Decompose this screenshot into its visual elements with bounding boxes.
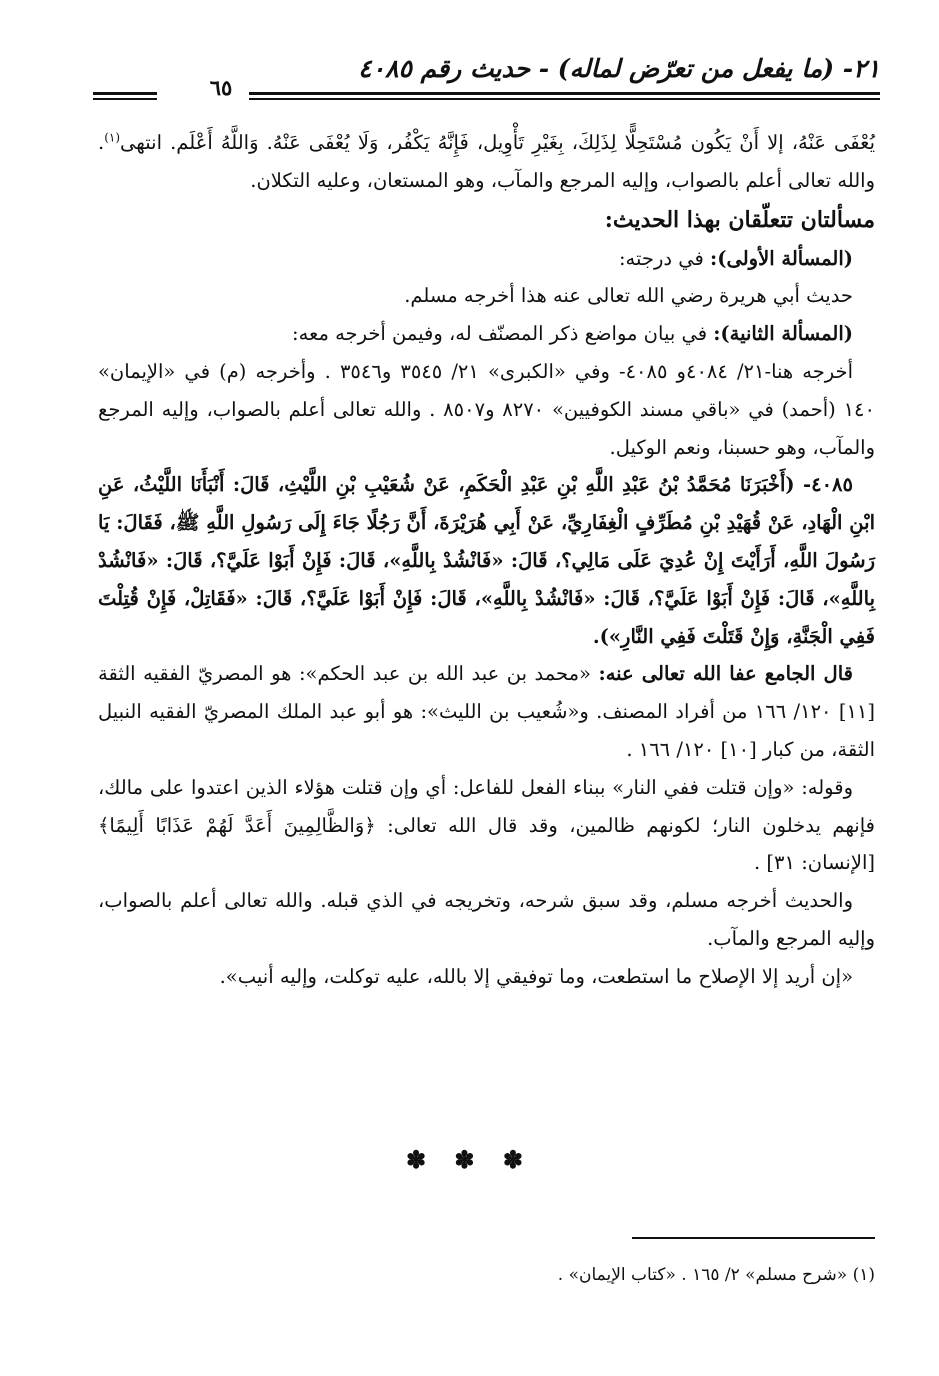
header-rule <box>93 92 157 95</box>
issue-one-text: في درجته: <box>618 246 704 270</box>
chapter-title: ٢١- (ما يفعل من تعرّض لماله) - حديث رقم ٤٠٨٥ <box>358 54 880 83</box>
closing-paragraph: «إن أريد إلا الإصلاح ما استطعت، وما توفيقي إلا بالله، عليه توكلت، وإليه أنيب». <box>219 964 853 988</box>
issue-two-label: (المسألة الثانية): <box>713 322 853 346</box>
footnote-rule <box>632 1237 875 1239</box>
header-rule <box>249 98 880 100</box>
issue-two-text: في بيان مواضع ذكر المصنّف له، وفيمن أخرجه معه: <box>292 322 708 346</box>
qawluhu-paragraph: وقوله: «وإن قتلت ففي النار» ببناء الفعل للفاعل: أي وإن قتلت هؤلاء الذين اعتدوا على مالك، فإنهم يدخلون النار؛ لكونهم ظالمين، وقد قال الله تعالى: ﴿وَالظَّالِمِينَ أَعَدَّ لَهُمْ عَذَابًا أَلِيمًا﴾ [الإنسان: ٣١] . <box>98 775 875 875</box>
paragraph-commentary-end <box>98 124 875 200</box>
main-text <box>98 124 875 996</box>
hadith-text: ٤٠٨٥- (أَخْبَرَنَا مُحَمَّدُ بْنُ عَبْدِ اللَّهِ بْنِ عَبْدِ الْحَكَمِ، عَنْ شُعَيْبِ بْنِ اللَّيْثِ، قَالَ: أَنْبَأَنَا اللَّيْثُ، عَنِ ابْنِ الْهَادِ، عَنْ قُهَيْدِ بْنِ مُطَرِّفٍ الْغِفَارِيِّ، عَنْ أَبِي هُرَيْرَةَ، أَنَّ رَجُلًا جَاءَ إِلَى رَسُولِ اللَّهِ ﷺ، فَقَالَ: يَا رَسُولَ اللَّهِ، أَرَأَيْتَ إِنْ عُدِيَ عَلَى مَالِي؟، قَالَ: «فَانْشُدْ بِاللَّهِ»، قَالَ: فَإِنْ أَبَوْا عَلَيَّ؟، قَالَ: «فَانْشُدْ بِاللَّهِ»، قَالَ: فَإِنْ أَبَوْا عَلَيَّ؟، قَالَ: «فَانْشُدْ بِاللَّهِ»، قَالَ: فَإِنْ أَبَوْا عَلَيَّ؟، قَالَ: «فَقَاتِلْ، فَإِنْ قُتِلْتَ فَفِي الْجَنَّةِ، وَإِنْ قَتَلْتَ فَفِي النَّارِ»). <box>98 473 875 648</box>
section-heading: مسألتان تتعلّقان بهذا الحديث: <box>604 206 875 233</box>
issue-two <box>98 315 875 353</box>
paragraph-text: . والله تعالى أعلم بالصواب، وإليه المرجع والمآب، وهو المستعان، وعليه التكلان. <box>98 131 875 192</box>
issue-two-body: أخرجه هنا-٢١/ ٤٠٨٤و ٤٠٨٥- وفي «الكبرى» ٢١/ ٣٥٤٥ و٣٥٤٦ . وأخرجه (م) في «الإيمان» ١٤٠ (أحمد) في «باقي مسند الكوفيين» ٨٢٧٠ و٨٥٠٧ . والله تعالى أعلم بالصواب، وإليه المرجع والمآب، وهو حسبنا، ونعم الوكيل. <box>98 359 875 459</box>
running-header <box>93 46 880 108</box>
page-number: ٦٥ <box>209 75 233 100</box>
jami-comment <box>98 655 875 768</box>
asterisk-separator: ✽ ✽ ✽ <box>405 1145 534 1174</box>
header-rule <box>249 92 880 95</box>
footnote-marker[interactable]: (١) <box>104 130 121 145</box>
issue-one-body: حديث أبي هريرة رضي الله تعالى عنه هذا أخرجه مسلم. <box>404 284 853 308</box>
issue-one <box>98 240 875 278</box>
issue-one-label: (المسألة الأولى): <box>710 246 853 270</box>
header-rule <box>93 98 157 100</box>
jami-label: قال الجامع عفا الله تعالى عنه: <box>598 662 853 686</box>
hadith-note-paragraph: والحديث أخرجه مسلم، وقد سبق شرحه، وتخريجه في الذي قبله. والله تعالى أعلم بالصواب، وإليه المرجع والمآب. <box>98 889 875 950</box>
footnote: (١) «شرح مسلم» ٢/ ١٦٥ . «كتاب الإيمان» . <box>557 1265 875 1285</box>
paragraph-text: يُعْفَى عَنْهُ، إلا أَنْ يَكُون مُسْتَحِلًّا لِذَلِكَ، بِغَيْرِ تَأْوِيل، فَإِنَّهُ يَكْفُر، وَلَا يُعْفَى عَنْهُ. وَاللَّهُ أَعْلَم. انتهى <box>120 131 875 154</box>
jami-text: «محمد بن عبد الله بن عبد الحكم»: هو المصريّ الفقيه الثقة [١١] ١٢٠/ ١٦٦ من أفراد المصنف. و«شُعيب بن الليث»: هو أبو عبد الملك المصريّ الفقيه النبيل الثقة، من كبار [١٠] ١٢٠/ ١٦٦ . <box>98 662 875 761</box>
